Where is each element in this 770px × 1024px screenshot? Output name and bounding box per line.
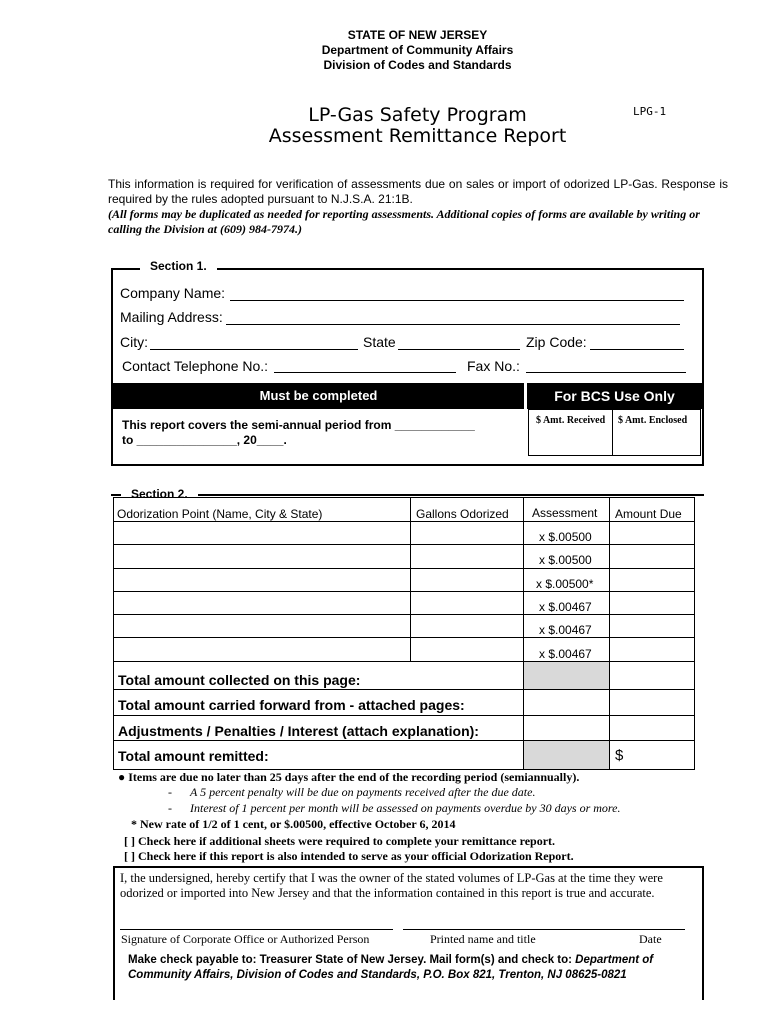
rate-row-2: x $.00500 [539,553,592,567]
dollar-sign: $ [615,747,624,764]
col-header-assessment: Assessment [532,506,598,520]
mailing-address-label: Mailing Address: [120,309,223,325]
col-header-gallons: Gallons Odorized [416,507,509,521]
amt-received-label: $ Amt. Received [536,415,606,426]
payable-line-2: Community Affairs, Division of Codes and Standards, P.O. Box 821, Trenton, NJ 08625-0821 [128,969,627,981]
company-name-field[interactable] [230,286,684,301]
certification-text: I, the undersigned, hereby certify that I was the owner of the stated volumes of LP-Gas at the time they were odorized or imported into New Jersey and that the information contained in this report is true and accurate. [120,871,663,900]
signature-label: Signature of Corporate Office or Authorized Person [121,932,370,946]
rate-row-4: x $.00467 [539,600,592,614]
additional-sheets-checkbox[interactable]: [ ] Check here if additional sheets were required to complete your remittance report. [124,834,556,848]
phone-field[interactable] [274,358,456,373]
total-forward-label: Total amount carried forward from - attached pages: [118,697,465,713]
must-be-completed-bar: Must be completed [113,383,524,409]
penalty-note: A 5 percent penalty will be due on payments received after the due date. [190,785,536,799]
dash-1: - [168,785,172,799]
fax-label: Fax No.: [467,358,520,374]
intro-text: This information is required for verification of assessments due on sales or import of odorized LP-Gas. Response is required by the rules adopted pursuant to N.J.S.A. 21:1B. [108,177,728,206]
form-subtitle: Assessment Remittance Report [268,125,567,147]
payable-dept: Department of [575,954,654,966]
adjustments-label: Adjustments / Penalties / Interest (attach explanation): [118,723,479,739]
rate-row-6: x $.00467 [539,647,592,661]
rate-row-1: x $.00500 [539,530,592,544]
city-label: City: [120,334,148,350]
section2-label: Section 2. [121,487,198,501]
header-department: Department of Community Affairs [321,43,514,57]
payable-line-1 [128,954,653,966]
odorization-table [113,497,695,770]
company-name-label: Company Name: [120,285,226,301]
zip-label: Zip Code: [526,334,587,350]
period-line1: This report covers the semi-annual period from ____________ [122,418,475,432]
period-line2: to _______________, 20____. [122,433,287,447]
phone-label: Contact Telephone No.: [122,358,269,374]
zip-field[interactable] [590,335,684,350]
due-note: ● Items are due no later than 25 days after the end of the recording period (semiannually). [118,770,580,784]
col-header-amount: Amount Due [615,507,682,521]
intro-note: (All forms may be duplicated as needed for reporting assessments. Additional copies of forms are available by writing or calling the Division at (609) 984-7974.) [108,207,700,236]
col-header-point: Odorization Point (Name, City & State) [117,507,323,521]
bcs-use-bar: For BCS Use Only [527,383,702,409]
new-rate-note: * New rate of 1/2 of 1 cent, or $.00500, effective October 6, 2014 [131,817,456,831]
printed-name-label: Printed name and title [430,932,536,946]
amt-enclosed-label: $ Amt. Enclosed [618,415,688,426]
printed-name-date-line[interactable] [403,929,685,930]
total-remitted-label: Total amount remitted: [118,748,269,764]
rate-row-5: x $.00467 [539,623,592,637]
header-division: Division of Codes and Standards [323,58,512,72]
odorization-report-checkbox[interactable]: [ ] Check here if this report is also intended to serve as your official Odorization Report. [124,849,574,863]
section1-label: Section 1. [140,259,217,273]
form-code: LPG-1 [633,105,667,118]
fax-field[interactable] [526,358,686,373]
payable-text: Make check payable to: Treasurer State of New Jersey. Mail form(s) and check to: [128,954,576,966]
dash-2: - [168,801,172,815]
total-collected-label: Total amount collected on this page: [118,672,361,688]
state-field[interactable] [398,335,520,350]
signature-line[interactable] [120,929,393,930]
city-field[interactable] [150,335,358,350]
rate-row-3: x $.00500* [536,577,594,591]
mailing-address-field[interactable] [226,310,680,325]
state-label: State [363,334,396,350]
section2-top-rule [111,494,704,496]
form-title: LP-Gas Safety Program [308,104,527,126]
date-label: Date [639,932,662,946]
interest-note: Interest of 1 percent per month will be assessed on payments overdue by 30 days or more. [190,801,621,815]
header-state: STATE OF NEW JERSEY [347,28,488,42]
